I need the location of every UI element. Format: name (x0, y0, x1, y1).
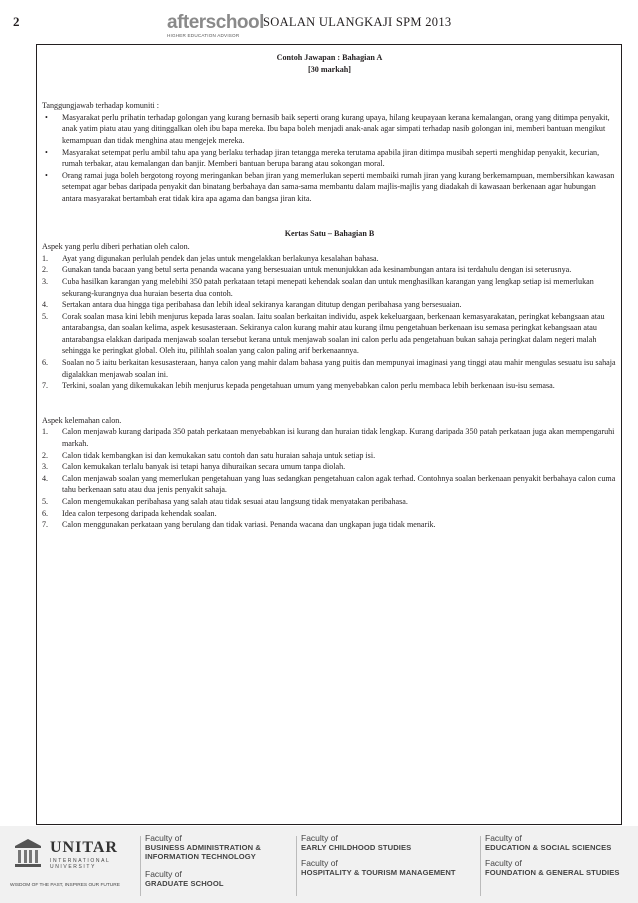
item-text: Gunakan tanda bacaan yang betul serta penanda wacana yang bersesuaian untuk menunjukkan ada kesinambungan antara isi terdahulu dengan isi seterusnya. (62, 265, 572, 275)
list-item (42, 519, 617, 531)
list-item (42, 426, 617, 449)
list-item: • Orang ramai juga boleh bergotong royong meringankan beban jiran yang memerlukan seperti membaiki rumah jiran yang kurang berkemampuan, membersihkan kawasan setempat agar bebas daripada penyakit dan binatang berbahaya dan sama-sama membantu dalam majlis-majlis yang diadakah di kawasaan berkenaan agar hubungan antara masyarakat bertambah erat tidak kira apa agama dan bangsa jiran kita. (42, 170, 617, 205)
faculty-label: Faculty of (485, 858, 522, 868)
section-b-title: Kertas Satu – Bahagian B (284, 228, 375, 238)
divider (480, 836, 481, 896)
item-text: Soalan no 5 iaitu berkaitan kesusasteraan, hanya calon yang mahir dalam bahasa yang puitis dan mempunyai imaginasi yang tinggi atau mahir mengulas sesuatu isu sahaja digalakkan menjawab soalan ini. (62, 358, 616, 379)
item-number: 3. (42, 276, 49, 286)
list-item (42, 357, 617, 380)
document-body (42, 52, 617, 531)
list-item: • Masyarakat perlu prihatin terhadap golongan yang kurang bernasib baik seperti orang kurang upaya, hilang keupayaan kerana kemalangan, orang yang ditimpa penyakit, anak yatim piatu atau yang ditinggalkan oleh ibu bapa mereka. Ibu bapa boleh menjadi anak-anak agar simpati terhadap nasib golongan ini, memberi bantuan mengikut kemampuan dan tidak menghina atau mengejek mereka. (42, 112, 617, 147)
item-number: 4. (42, 473, 49, 483)
list-item (42, 311, 617, 357)
weak-aspects-list (42, 426, 617, 530)
item-number: 6. (42, 508, 49, 518)
page-header (0, 0, 638, 48)
list-item (42, 299, 617, 311)
section-a-intro: Tanggungjawab terhadap komuniti : (42, 101, 159, 111)
faculty-block (145, 870, 285, 888)
faculty-label: Faculty of (301, 833, 338, 843)
item-text: Ayat yang digunakan perlulah pendek dan jelas untuk mengelakkan berlakunya kesalahan bahasa. (62, 253, 379, 263)
section-b-intro: Aspek yang perlu diberi perhatian oleh calon. (42, 242, 190, 252)
faculty-name: EDUCATION & SOCIAL SCIENCES (485, 843, 612, 852)
item-text: Calon tidak kembangkan isi dan kemukakan satu contoh dan satu huraian sahaja untuk setiap isi. (62, 450, 376, 460)
list-item (42, 508, 617, 520)
item-number: 5. (42, 497, 49, 506)
item-number: 5. (42, 311, 49, 321)
unitar-name: UNITAR (50, 839, 118, 856)
faculty-label: Faculty of (145, 833, 182, 843)
item-text: Calon kemukakan terlalu banyak isi tetapi hanya dihuraikan secara umum tanpa diolah. (62, 462, 346, 472)
faculty-block (485, 834, 635, 852)
list-item (42, 380, 617, 392)
item-text: Calon menjawab soalan yang memerlukan pengetahuan yang luas sedangkan pengetahuan calon agak terhad. Contohnya soalan berkenaan penyakit berbahaya calon cuma tahu berkenaan satu atau dua jenis penyakit sahaja. (62, 473, 616, 495)
list-item (42, 496, 617, 508)
item-text: Sertakan antara dua hingga tiga peribahasa dan lebih ideal sekiranya karangan ditutup dengan peribahasa yang bersesuaian. (62, 300, 462, 310)
list-item (42, 253, 617, 265)
faculty-block (301, 859, 476, 877)
weak-aspects-intro: Aspek kelemahan calon. (42, 415, 122, 425)
item-number: 4. (42, 300, 49, 310)
faculty-name: GRADUATE SCHOOL (145, 879, 224, 888)
item-number: 2. (42, 265, 49, 275)
faculty-name: BUSINESS ADMINISTRATION & INFORMATION TECHNOLOGY (145, 843, 261, 861)
item-number: 1. (42, 427, 49, 437)
divider (140, 836, 141, 896)
unitar-tagline: WISDOM OF THE PAST, INSPIRES OUR FUTURE (10, 883, 120, 888)
faculty-block (485, 859, 635, 877)
logo-wordmark: afterschool (167, 12, 264, 33)
list-item (42, 473, 617, 496)
faculty-label: Faculty of (301, 858, 338, 868)
unitar-subtitle: INTERNATIONAL UNIVERSITY (50, 858, 111, 870)
faculty-label: Faculty of (145, 869, 182, 879)
section-b-list (42, 253, 617, 392)
item-text: Terkini, soalan yang dikemukakan lebih menjurus kepada pengetahuan umum yang menyebabkan calon perlu membaca lebih berkenaan isu-isu semasa. (62, 381, 555, 391)
list-item (42, 461, 617, 473)
divider (296, 836, 297, 896)
item-text: Idea calon terpesong daripada kehendak soalan. (62, 508, 217, 518)
item-number: 2. (42, 450, 49, 460)
item-text: Corak soalan masa kini lebih menjurus kepada laras soalan. Iaitu soalan berkaitan individu, aspek kekeluargaan, berkenaan kemasyarakatan, peringkat kebangsaan atau antarabangsa, dan soalan kelima, aspek kesusasteraan. Sekiranya calon kurang mahir atau kurang ilmu pengetahuan berkenaan isu semasa peringkat kebangsaan atau antarabangsa elakkan daripada menjawab soalan tersebut kerana untuk menjawab soalan ini calon perlu ada pengetahuan bukan sahaja peringkat dalam negeri malah sehingga ke peringkat global. Oleh itu, pilihlah soalan yang calon paling arif berkenaannya. (62, 311, 605, 356)
faculty-name: EARLY CHILDHOOD STUDIES (301, 843, 412, 852)
faculty-block (145, 834, 285, 861)
section-a-title: Contoh Jawapan : Bahagian A (276, 53, 383, 62)
item-text: Calon menjawab kurang daripada 350 patah perkataan menyebabkan isi kurang dan huraian tidak lengkap. Kurang daripada 350 patah perkataan juga akan mempengaruhi markah. (62, 427, 615, 449)
item-text: Calon mengemukakan peribahasa yang salah atau tidak sesuai atau langsung tidak menyatakan peribahasa. (62, 497, 408, 506)
item-number: 3. (42, 462, 49, 472)
faculty-name: FOUNDATION & GENERAL STUDIES (485, 868, 620, 877)
item-number: 7. (42, 381, 49, 391)
faculty-block (301, 834, 476, 852)
page-footer (0, 826, 638, 903)
section-a-bullets (42, 112, 617, 205)
university-emblem-icon (14, 838, 42, 870)
header-title: SOALAN ULANGKAJI SPM 2013 (263, 15, 452, 29)
faculty-name: HOSPITALITY & TOURISM MANAGEMENT (301, 868, 456, 877)
item-number: 7. (42, 520, 49, 530)
list-item: • Masyarakat setempat perlu ambil tahu apa yang berlaku terhadap jiran tetangga mereka terutama apabila jiran ditimpa musibah seperti menghidap penyakit, kecurian, rumah terbakar, atau kemalangan dan banjir. Memberi bantuan berupa barang atau sokongan moral. (42, 147, 617, 170)
faculty-label: Faculty of (485, 833, 522, 843)
list-item (42, 264, 617, 276)
afterschool-logo (167, 12, 264, 43)
list-item (42, 450, 617, 462)
logo-tagline: HIGHER EDUCATION ADVISOR (167, 33, 240, 38)
unitar-logo (10, 836, 135, 896)
item-number: 6. (42, 358, 49, 368)
item-text: Calon menggunakan perkataan yang berulang dan tidak variasi. Penanda wacana dan ungkapan juga tidak menarik. (62, 520, 436, 530)
section-a-marks: [30 markah] (308, 64, 351, 74)
page-number: 2 (13, 14, 20, 29)
list-item (42, 276, 617, 299)
item-number: 1. (42, 253, 49, 263)
item-text: Cuba hasilkan karangan yang melebihi 350 patah perkataan tetapi menepati kehendak soalan dan untuk menghasilkan karangan yang lengkap setiap isi memerlukan sekurang-kurangnya dua huraian beserta dua contoh. (62, 276, 594, 298)
